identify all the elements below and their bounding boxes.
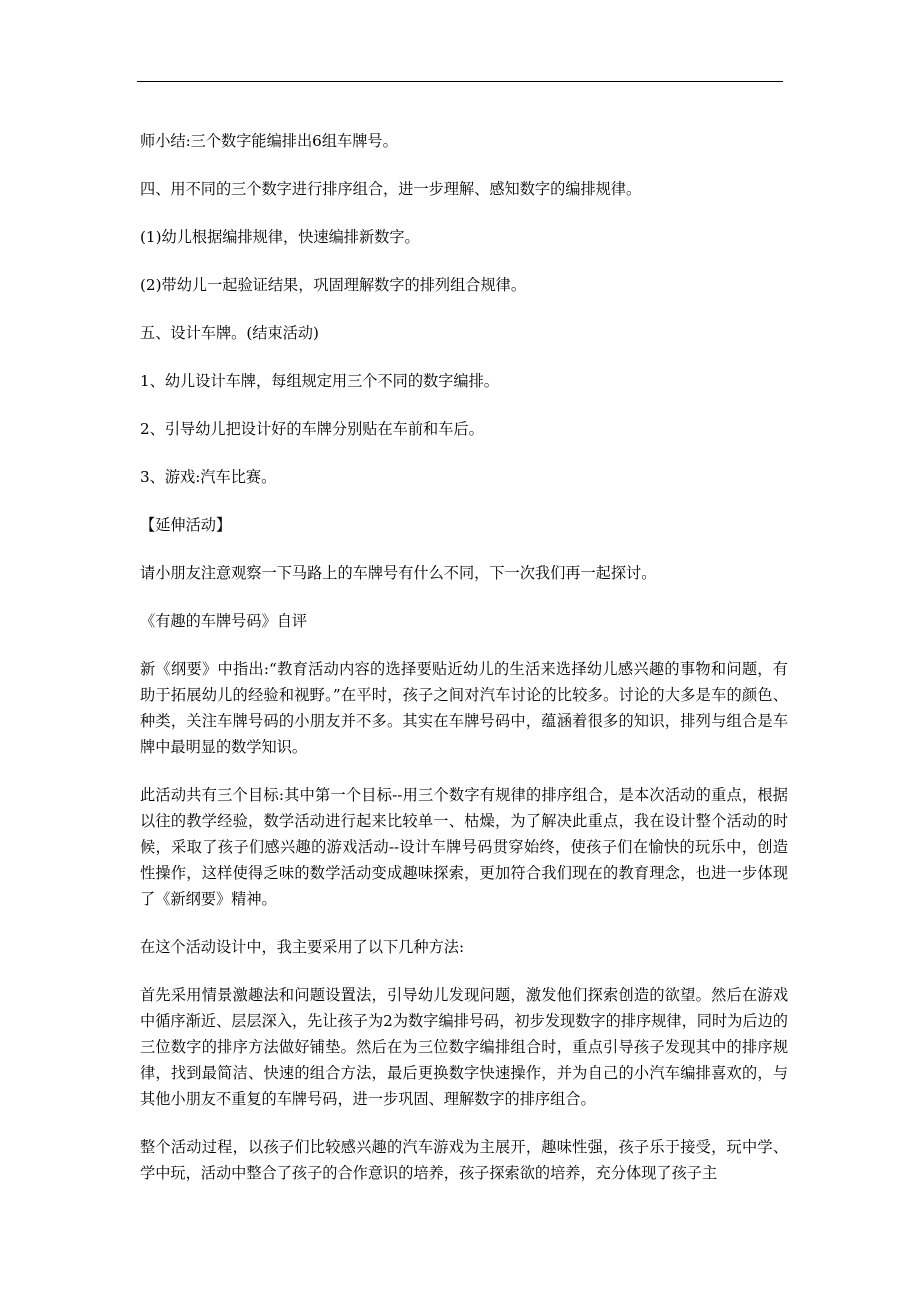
paragraph: 此活动共有三个目标:其中第一个目标--用三个数字有规律的排序组合，是本次活动的重点，根据以往的教学经验，数学活动进行起来比较单一、枯燥，为了解决此重点，我在设计整个活动的时候，采取了孩子们感兴趣的游戏活动--设计车牌号码贯穿始终，使孩子们在愉快的玩乐中，创造性操作，这样使得乏味的数学活动变成趣味探索，更加符合我们现在的教育理念，也进一步体现了《新纲要》精神。 <box>140 786 788 908</box>
paragraph: 1、幼儿设计车牌，每组规定用三个不同的数字编排。 <box>140 372 499 390</box>
document-body <box>140 128 788 1208</box>
paragraph: 师小结:三个数字能编排出6组车牌号。 <box>140 132 398 150</box>
section-heading: 【延伸活动】 <box>140 516 232 534</box>
paragraph: 2、引导幼儿把设计好的车牌分别贴在车前和车后。 <box>140 420 484 438</box>
paragraph: 新《纲要》中指出:“教育活动内容的选择要贴近幼儿的生活来选择幼儿感兴趣的事物和问题，有助于拓展幼儿的经验和视野。”在平时，孩子之间对汽车讨论的比较多。讨论的大多是车的颜色、种类，关注车牌号码的小朋友并不多。其实在车牌号码中，蕴涵着很多的知识，排列与组合是车牌中最明显的数学知识。 <box>140 660 788 756</box>
paragraph: 请小朋友注意观察一下马路上的车牌号有什么不同，下一次我们再一起探讨。 <box>140 564 657 582</box>
section-heading: 四、用不同的三个数字进行排序组合，进一步理解、感知数字的编排规律。 <box>140 180 642 198</box>
paragraph: 整个活动过程，以孩子们比较感兴趣的汽车游戏为主展开，趣味性强，孩子乐于接受，玩中学、学中玩，活动中整合了孩子的合作意识的培养，孩子探索欲的培养，充分体现了孩子主 <box>140 1138 788 1182</box>
header-rule <box>137 81 783 82</box>
paragraph: 在这个活动设计中，我主要采用了以下几种方法: <box>140 938 465 956</box>
paragraph: (1)幼儿根据编排规律，快速编排新数字。 <box>140 228 420 246</box>
section-heading: 五、设计车牌。(结束活动) <box>140 324 319 342</box>
paragraph: 首先采用情景激趣法和问题设置法，引导幼儿发现问题，激发他们探索创造的欲望。然后在游戏中循序渐近、层层深入，先让孩子为2为数字编排号码，初步发现数字的排序规律，同时为后边的三位数字的排序方法做好铺垫。然后在为三位数字编排组合时，重点引导孩子发现其中的排序规律，找到最简洁、快速的组合方法，最后更换数字快速操作，并为自己的小汽车编排喜欢的，与其他小朋友不重复的车牌号码，进一步巩固、理解数字的排序组合。 <box>140 986 788 1108</box>
paragraph: 3、游戏:汽车比赛。 <box>140 468 277 486</box>
section-heading: 《有趣的车牌号码》自评 <box>140 612 308 630</box>
paragraph: (2)带幼儿一起验证结果，巩固理解数字的排列组合规律。 <box>140 276 527 294</box>
